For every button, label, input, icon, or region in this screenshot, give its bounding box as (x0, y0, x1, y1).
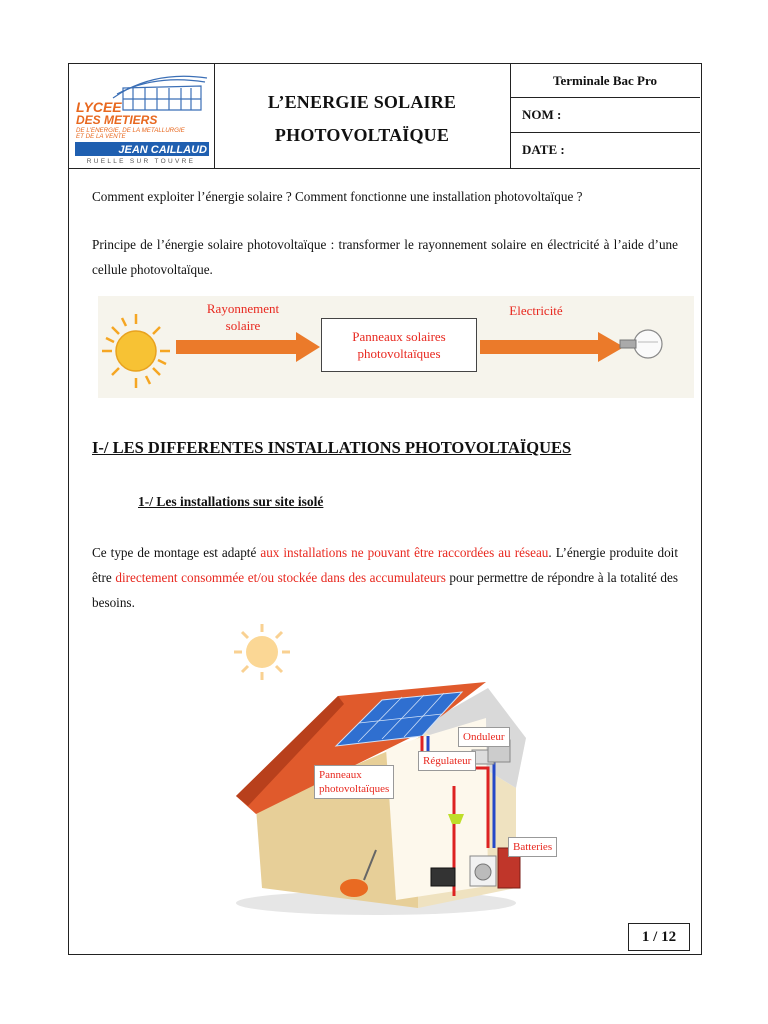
diagram-panel-line-1: Panneaux solaires (352, 329, 446, 344)
info-cell (510, 64, 700, 168)
tv-icon (431, 868, 455, 886)
logo-text-vente: ET DE LA VENTE (76, 133, 126, 140)
diagram-panel-line-2: photovoltaïques (357, 346, 441, 361)
document-title-line-2: PHOTOVOLTAÏQUE (274, 125, 450, 145)
callout-panneaux-line-1: Panneaux (319, 769, 362, 781)
callout-panneaux (314, 765, 394, 799)
callout-onduleur: Onduleur (458, 727, 510, 747)
date-field[interactable]: DATE : (522, 141, 565, 157)
school-logo-cell (69, 64, 215, 168)
diagram-input-label (188, 300, 298, 334)
sun-small-icon (234, 624, 290, 680)
text-highlight-1: aux installations ne pouvant être raccordées au réseau (260, 545, 549, 560)
callout-batteries: Batteries (508, 837, 557, 857)
callout-panneaux-line-2: photovoltaïques (319, 783, 390, 795)
principle-diagram (98, 296, 694, 398)
vacuum-icon (340, 879, 368, 897)
nom-field[interactable]: NOM : (510, 98, 700, 132)
text-part-a: Ce type de montage est adapté (92, 545, 261, 560)
title-cell (214, 64, 511, 168)
class-label: Terminale Bac Pro (510, 64, 700, 98)
text-part-c: . L’énergie produite doit être (92, 545, 678, 585)
document-title-line-1: L’ENERGIE SOLAIRE (267, 92, 457, 112)
text-highlight-2: directement consommée et/ou stockée dans des accumulateurs (115, 570, 446, 585)
arrow-right-icon (480, 332, 624, 362)
text-part-e: pour permettre de répondre à la totalité des besoins. (92, 570, 679, 610)
light-bulb-icon (620, 330, 662, 358)
diagram-panel-box (321, 318, 477, 372)
arrow-left-icon (176, 332, 320, 362)
subsection-text (92, 540, 678, 615)
subsection-title: 1-/ Les installations sur site isolé (138, 494, 324, 509)
header-table (69, 64, 700, 169)
diagram-input-line-2: solaire (225, 318, 261, 333)
school-logo (73, 68, 211, 164)
logo-text-ruelle: RUELLE SUR TOUVRE (86, 158, 196, 164)
intro-principle: Principe de l’énergie solaire photovoltaïque : transformer le rayonnement solaire en électricité à l’aide d’une cellule photovoltaïque. (92, 237, 678, 277)
logo-text-metiers: DES METIERS (76, 113, 158, 127)
sun-icon (102, 314, 170, 388)
intro-question: Comment exploiter l’énergie solaire ? Comment fonctionne une installation photovoltaïque ? (92, 189, 583, 204)
diagram-input-line-1: Rayonnement (206, 301, 280, 316)
logo-text-lycee: LYCEE (76, 99, 122, 115)
callout-regulateur: Régulateur (418, 751, 476, 771)
page-number: 1 / 12 (628, 923, 690, 951)
logo-text-energie: DE L'ENERGIE, DE LA METALLURGIE (76, 127, 185, 134)
building-sketch-icon (113, 76, 207, 110)
logo-text-caillaud: JEAN CAILLAUD (118, 144, 207, 156)
section-title: I-/ LES DIFFERENTES INSTALLATIONS PHOTOVOLTAÏQUES (92, 438, 572, 457)
diagram-output-label: Electricité (509, 303, 563, 318)
